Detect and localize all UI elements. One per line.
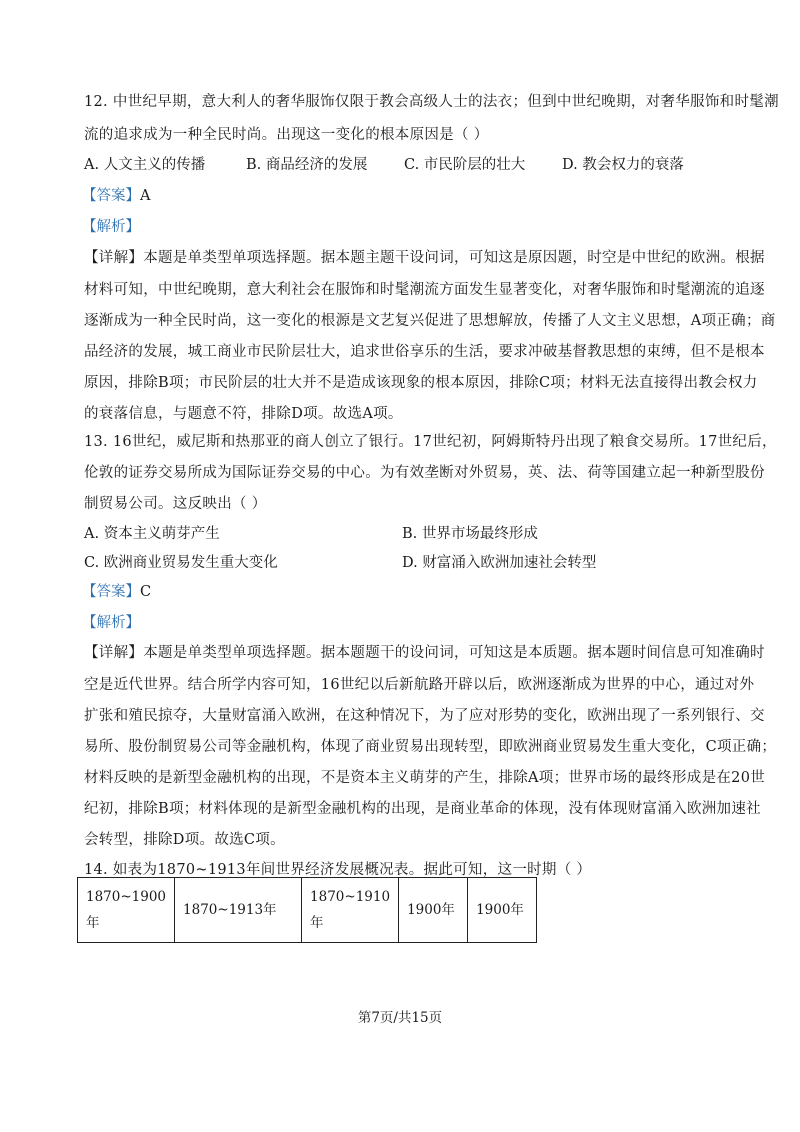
q13-detail-line-1: 【详解】本题是单类型单项选择题。据本题题干的设问词，可知这是本质题。据本题时间信息可知准确时	[84, 645, 765, 661]
table-cell: 1900年	[399, 878, 468, 943]
q13-analysis-label	[82, 613, 140, 633]
q13-stem-line-1: 13. 16世纪，威尼斯和热那亚的商人创立了银行。17世纪初，阿姆斯特丹出现了粮食交易所。17世纪后，	[84, 434, 777, 450]
table-row	[78, 878, 537, 943]
q13-detail-line-4: 易所、股份制贸易公司等金融机构，体现了商业贸易出现转型，即欧洲商业贸易发生重大变化，C项正确；	[84, 739, 777, 755]
q12-analysis-label	[82, 217, 140, 237]
q12-answer-label: 【答案】	[82, 188, 140, 204]
q12-answer	[82, 186, 150, 206]
q13-choice-c: C. 欧洲商业贸易发生重大变化	[84, 555, 278, 571]
q13-detail-line-6: 纪初，排除B项；材料体现的是新型金融机构的出现，是商业革命的体现，没有体现财富涌入欧洲加速社	[84, 801, 761, 817]
q13-detail-line-7: 会转型，排除D项。故选C项。	[84, 832, 285, 848]
q13-stem-line-2: 伦敦的证券交易所成为国际证券交易的中心。为有效垄断对外贸易，英、法、荷等国建立起一种新型股份	[84, 465, 765, 481]
table-cell: 1870~1913年	[175, 878, 302, 943]
q12-detail-line-3: 逐渐成为一种全民时尚，这一变化的根源是文艺复兴促进了思想解放，传播了人文主义思想，A项正确；商	[84, 313, 776, 329]
q12-stem-line-1: 12. 中世纪早期，意大利人的奢华服饰仅限于教会高级人士的法衣；但到中世纪晚期，对奢华服饰和时髦潮	[84, 94, 779, 110]
q12-detail-line-6: 的衰落信息，与题意不符，排除D项。故选A项。	[84, 406, 403, 422]
q13-analysis-text: 【解析】	[82, 615, 140, 631]
q13-answer	[82, 582, 151, 602]
page-footer: 第7页/共15页	[357, 1010, 443, 1026]
q12-analysis-text: 【解析】	[82, 219, 140, 235]
q13-choice-b: B. 世界市场最终形成	[402, 526, 538, 542]
q12-choice-b: B. 商品经济的发展	[246, 157, 368, 173]
q13-detail-line-2: 空是近代世界。结合所学内容可知，16世纪以后新航路开辟以后，欧洲逐渐成为世界的中心，通过对外	[84, 677, 755, 693]
q12-detail-line-1: 【详解】本题是单类型单项选择题。据本题主题干设问词，可知这是原因题，时空是中世纪的欧洲。根据	[84, 250, 765, 266]
q13-answer-value: C	[140, 584, 152, 600]
table-cell: 1870~1900年	[78, 878, 175, 943]
q13-detail-line-3: 扩张和殖民掠夺，大量财富涌入欧洲，在这种情况下，为了应对形势的变化，欧洲出现了一系列银行、交	[84, 708, 765, 724]
q14-stem: 14. 如表为1870~1913年间世界经济发展概况表。据此可知，这一时期（ ）	[84, 862, 592, 878]
q12-stem-line-2: 流的追求成为一种全民时尚。出现这一变化的根本原因是（ ）	[84, 127, 489, 143]
q13-choice-a: A. 资本主义萌芽产生	[84, 526, 220, 542]
q12-detail-line-2: 材料可知，中世纪晚期，意大利社会在服饰和时髦潮流方面发生显著变化，对奢华服饰和时髦潮流的追逐	[84, 282, 765, 298]
q12-answer-value: A	[140, 188, 151, 204]
q12-choice-c: C. 市民阶层的壮大	[404, 157, 526, 173]
q13-stem-line-3: 制贸易公司。这反映出（ ）	[84, 496, 267, 512]
table-cell: 1900年	[468, 878, 537, 943]
q12-detail-line-5: 原因，排除B项；市民阶层的壮大并不是造成该现象的根本原因，排除C项；材料无法直接得出教会权力	[84, 375, 758, 391]
q13-answer-label: 【答案】	[82, 584, 140, 600]
q13-choice-d: D. 财富涌入欧洲加速社会转型	[402, 555, 597, 571]
economy-table	[77, 877, 537, 943]
q13-detail-line-5: 材料反映的是新型金融机构的出现，不是资本主义萌芽的产生，排除A项；世界市场的最终形成是在20世	[84, 770, 766, 786]
q12-choice-a: A. 人文主义的传播	[84, 157, 206, 173]
q12-choice-d: D. 教会权力的衰落	[562, 157, 684, 173]
table-cell: 1870~1910年	[302, 878, 399, 943]
q12-detail-line-4: 品经济的发展，城工商业市民阶层壮大，追求世俗享乐的生活，要求冲破基督教思想的束缚，但不是根本	[84, 344, 765, 360]
